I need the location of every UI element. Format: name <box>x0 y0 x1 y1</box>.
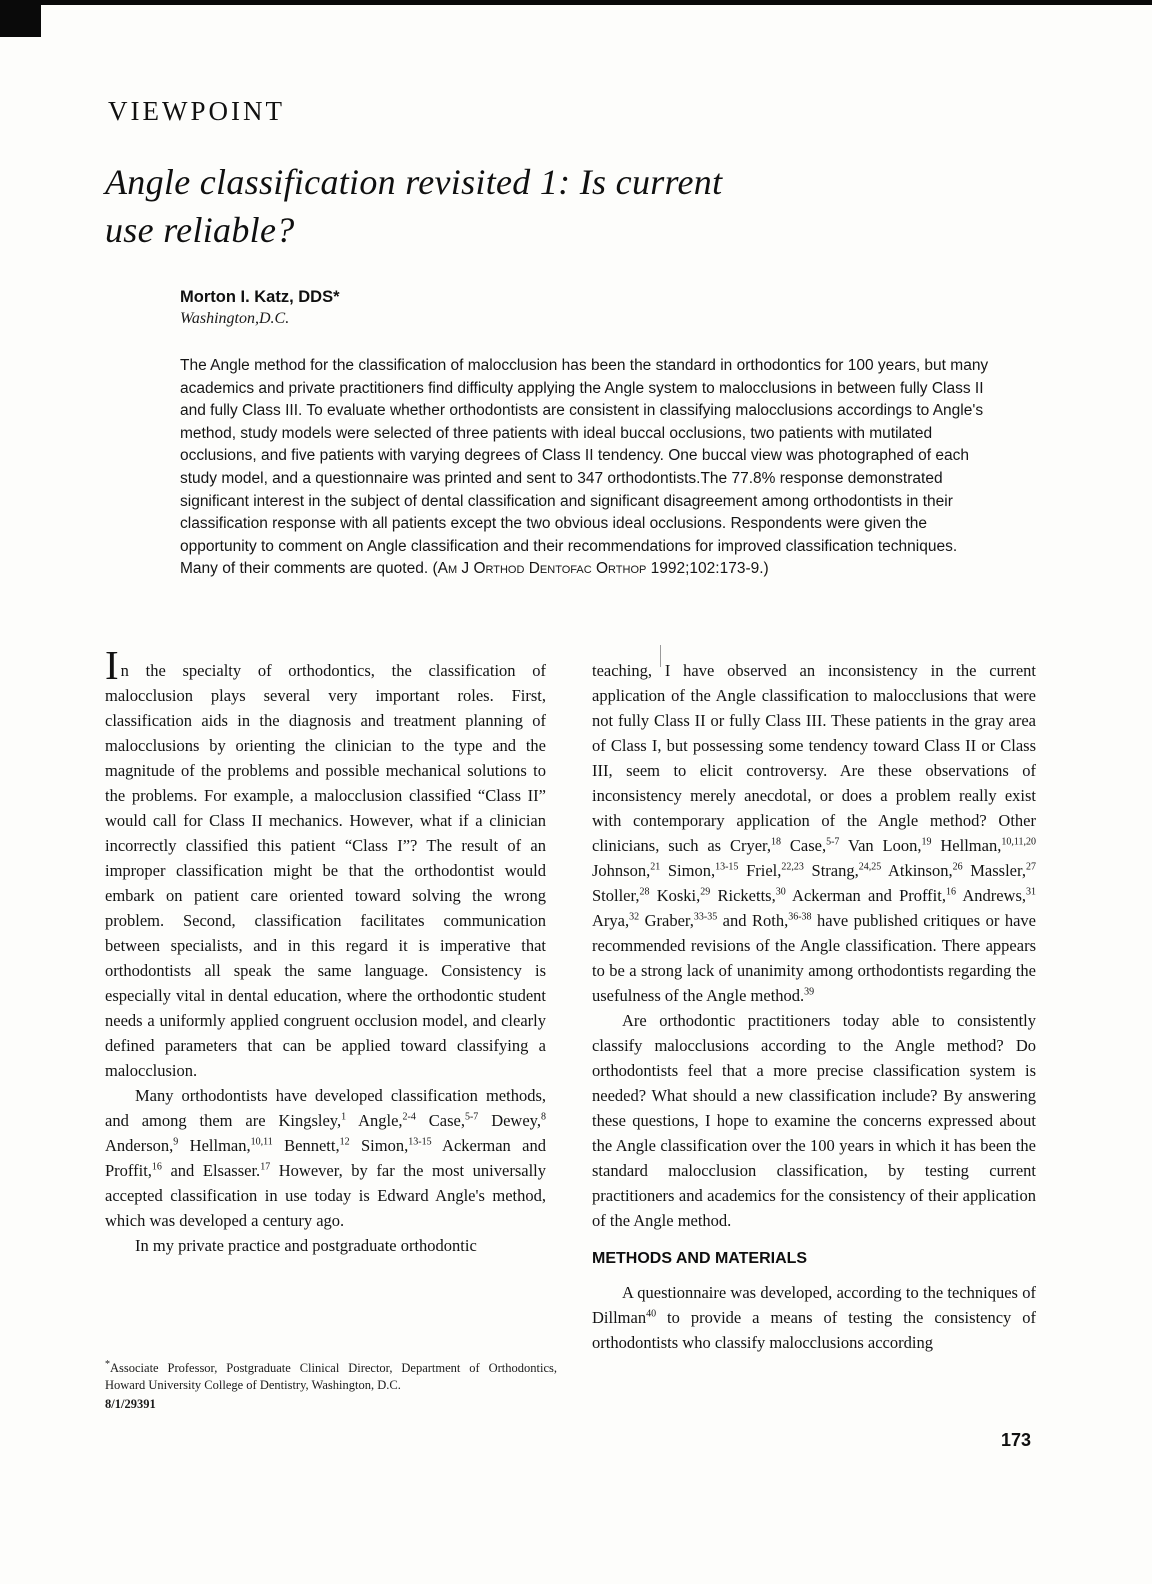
section-heading-methods: METHODS AND MATERIALS <box>592 1250 808 1267</box>
footnote <box>105 1360 557 1413</box>
page-top-rule <box>0 0 1152 5</box>
article-title <box>105 158 905 254</box>
article-title-line2: use reliable? <box>105 210 295 250</box>
drop-cap: I <box>105 642 121 688</box>
footnote-code: 8/1/29391 <box>105 1397 156 1411</box>
body-paragraph: Many orthodontists have developed classification methods, and among them are Kingsley,$^1$ Angle,$^{2-4}$ Case,$^{5-7}$ Dewey,$^8$ Anderson,$^9$ Hellman,$^{10,11}$ Bennett,$^{12}$ Simon,$^{13-15}$ Ackerman and Proffit,$^{16}$ and Elsasser.$^{17}$ However, by far the most universally accepted classification in use today is Edward Angle's method, which was developed a century ago. <box>105 1086 546 1230</box>
body-paragraph-text: n the specialty of orthodontics, the classification of malocclusion plays several very important roles. First, classification aids in the diagnosis and treatment planning of malocclusions by orienting the clinician to the type and the magnitude of the problems and possible mechanical solutions to the problems. For example, a malocclusion classified “Class II” would call for Class II mechanics. However, what if a clinician incorrectly classified this patient “Class I”? The result of an improper classification might be that the orthodontist would embark on patient care oriented toward solving the wrong problem. Second, classification facilitates communication between specialists, and in this regard it is imperative that orthodontists all speak the same language. Consistency is especially vital in dental education, where the orthodontic student needs a uniformly applied congruent occlusion model, and clearly defined parameters that can be applied toward classifying a malocclusion. <box>105 661 546 1080</box>
body-paragraph: A questionnaire was developed, according to the techniques of Dillman$^{40}$ to provide a means of testing the consistency of orthodontists who classify malocclusions according <box>592 1283 1036 1352</box>
body-paragraph: Are orthodontic practitioners today able to consistently classify malocclusions according to the Angle method? Do orthodontists feel that a more precise classification system is needed? What should a new classification include? By answering these questions, I hope to examine the concerns expressed about the Angle classification over the 100 years in which it has been the standard malocclusion classification, by testing current practitioners and academics for the consistency of their application of the Angle method. <box>592 1011 1036 1230</box>
footnote-affiliation: *Associate Professor, Postgraduate Clinical Director, Department of Orthodontics, Howard University College of Dentistry, Washington, D.C. <box>105 1358 557 1392</box>
abstract-text: The Angle method for the classification of malocclusion has been the standard in orthodontics for 100 years, but many academics and private practitioners find difficulty applying the Angle system to malocclusions in between fully Class II and fully Class III. To evaluate whether orthodontists are consistent in classifying malocclusions accordings to Angle's method, study models were selected of three patients with ideal buccal occlusions, two patients with mutilated occlusions, and five patients with varying degrees of Class II tendency. One buccal view was photographed of each study model, and a questionnaire was printed and sent to 347 orthodontists.The 77.8% response demonstrated significant interest in the subject of dental classification and significant disagreement among orthodontists in their classification response with all patients except the two obvious ideal occlusions. Respondents were given the opportunity to comment on Angle classification and their recommendations for improved classification techniques. Many of their comments are quoted. <box>180 357 989 578</box>
article-title-line1: Angle classification revisited 1: Is current <box>105 162 723 202</box>
body-column-right <box>592 658 1036 1355</box>
corner-mark <box>0 0 41 37</box>
body-paragraph: teaching, I have observed an inconsistency in the current application of the Angle classification to malocclusions that were not fully Class II or fully Class III. These patients in the gray area of Class I, but possessing some tendency toward Class II or Class III, seem to elicit controversy. Are these observations of inconsistency merely anecdotal, or does a problem really exist with contemporary application of the Angle method? Other clinicians, such as Cryer,$^{18}$ Case,$^{5-7}$ Van Loon,$^{19}$ Hellman,$^{10,11,20}$ Johnson,$^{21}$ Simon,$^{13-15}$ Friel,$^{22,23}$ Strang,$^{24,25}$ Atkinson,$^{26}$ Massler,$^{27}$ Stoller,$^{28}$ Koski,$^{29}$ Ricketts,$^{30}$ Ackerman and Proffit,$^{16}$ Andrews,$^{31}$ Arya,$^{32}$ Graber,$^{33-35}$ and Roth,$^{36-38}$ have published critiques or have recommended revisions of the Angle classification. There appears to be a strong lack of unanimity among orthodontists regarding the usefulness of the Angle method.$^{39}$ <box>592 661 1037 1005</box>
section-kicker: VIEWPOINT <box>108 96 285 126</box>
body-paragraph: In my private practice and postgraduate orthodontic <box>135 1236 477 1255</box>
body-column-left <box>105 642 546 1258</box>
journal-citation: (Am J Orthod Dentofac Orthop 1992;102:173-9.) <box>432 560 769 578</box>
abstract <box>180 355 992 581</box>
byline <box>180 288 340 328</box>
author-name: Morton I. Katz, DDS* <box>180 288 340 306</box>
page-number: 173 <box>1001 1430 1032 1450</box>
author-location: Washington,D.C. <box>180 310 290 327</box>
body-paragraph <box>105 642 546 1083</box>
